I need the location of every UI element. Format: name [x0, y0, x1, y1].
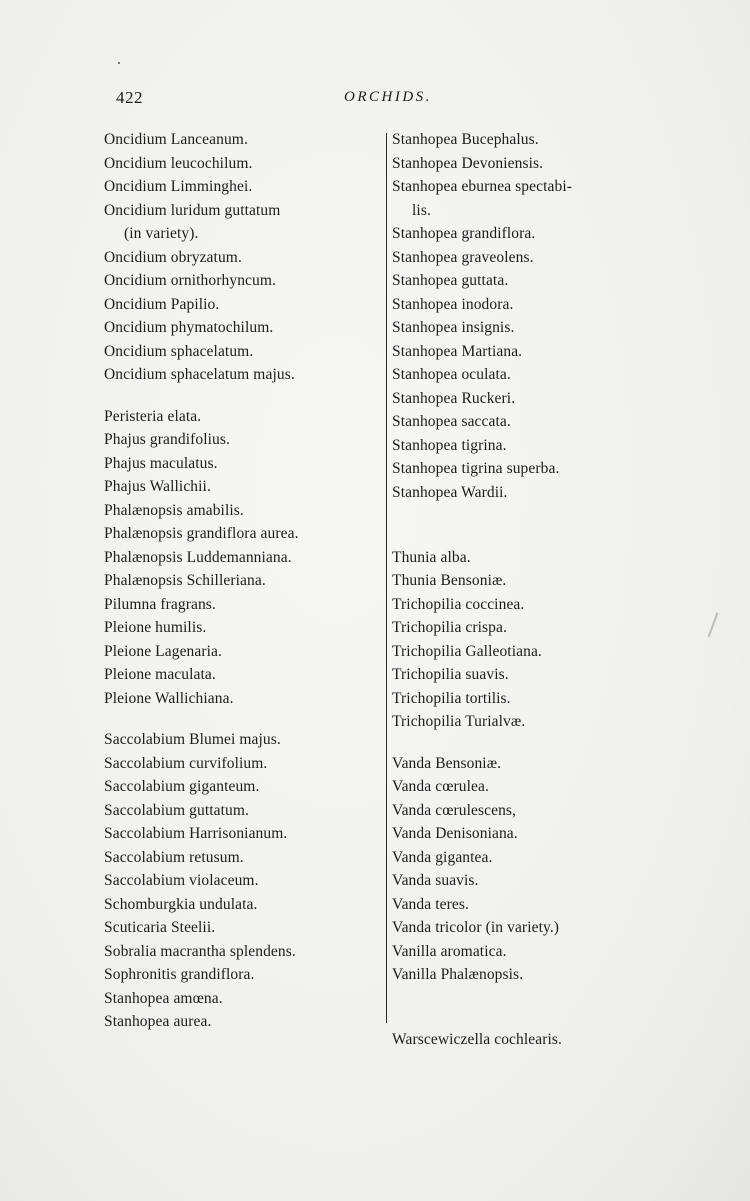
running-title: ORCHIDS.: [344, 89, 432, 105]
list-item: Phajus maculatus.: [104, 454, 218, 472]
list-item: Phajus Wallichii.: [104, 478, 211, 495]
page-mark: [708, 612, 719, 637]
list-item: Warscewiczella cochlearis.: [392, 1031, 563, 1048]
list-item: Saccolabium violaceum.: [104, 872, 259, 889]
right-column: [392, 128, 654, 1052]
list-item: Trichopilia crispa.: [392, 619, 507, 636]
list-item: Pleione maculata.: [104, 666, 216, 683]
list-item: Saccolabium giganteum.: [104, 778, 260, 795]
list-item: Stanhopea tigrina.: [392, 436, 507, 454]
list-item: Oncidium sphacelatum majus.: [104, 366, 295, 383]
list-item: Oncidium luridum guttatum: [104, 201, 281, 219]
group-gap: [104, 710, 384, 728]
list-item: Stanhopea Ruckeri.: [392, 389, 516, 407]
list-item: Vanilla aromatica.: [392, 942, 507, 960]
line-spacer: [392, 522, 654, 546]
list-item: Vanda teres.: [392, 895, 469, 913]
list-item: Oncidium ornithorhyncum.: [104, 272, 277, 289]
list-item: Vanda Denisoniana.: [392, 825, 518, 842]
list-item: Stanhopea Bucephalus.: [392, 131, 539, 148]
list-item: Pleione Lagenaria.: [104, 642, 222, 660]
list-item: Stanhopea insignis.: [392, 319, 515, 336]
list-item: Phalænopsis grandiflora aurea.: [104, 525, 299, 542]
list-item: Pilumna fragrans.: [104, 595, 216, 613]
list-item: Stanhopea aurea.: [104, 1013, 212, 1030]
group-gap: [392, 987, 654, 1005]
list-item: Trichopilia Turialvæ.: [392, 713, 526, 730]
list-item: Pleione humilis.: [104, 619, 207, 636]
list-item: Trichopilia tortilis.: [392, 689, 511, 707]
list-item: Oncidium phymatochilum.: [104, 319, 274, 336]
list-item: Vanda cœrulea.: [392, 778, 489, 795]
list-item: Stanhopea grandiflora.: [392, 225, 536, 242]
list-item: Oncidium Lanceanum.: [104, 131, 248, 148]
list-item: Vanda tricolor (in variety.): [392, 919, 560, 936]
group-gap: [392, 504, 654, 522]
page-number: 422: [116, 88, 143, 107]
list-item: Oncidium obryzatum.: [104, 248, 242, 266]
list-item: Saccolabium retusum.: [104, 848, 244, 866]
list-item: Oncidium sphacelatum.: [104, 342, 254, 360]
list-item: Vanda suavis.: [392, 872, 479, 889]
list-item: Saccolabium guttatum.: [104, 801, 250, 819]
list-item: Stanhopea amœna.: [104, 989, 223, 1007]
list-item: Saccolabium Blumei majus.: [104, 731, 281, 748]
group-gap: [392, 734, 654, 752]
group-gap: [104, 387, 384, 405]
line-spacer: [392, 1005, 654, 1029]
list-item: Phajus grandifolius.: [104, 431, 230, 448]
list-item: Trichopilia suavis.: [392, 666, 509, 683]
list-item: Phalænopsis Luddemanniana.: [104, 548, 292, 566]
list-item: Oncidium Papilio.: [104, 295, 220, 313]
list-item: Stanhopea oculata.: [392, 366, 511, 383]
running-head: [116, 88, 636, 112]
list-item-continuation: lis.: [412, 201, 431, 219]
list-item: Vanda Bensoniæ.: [392, 754, 502, 772]
list-item: Stanhopea Wardii.: [392, 483, 508, 501]
list-item: Stanhopea inodora.: [392, 295, 514, 313]
list-item: Pleione Wallichiana.: [104, 689, 234, 707]
list-item: Stanhopea eburnea spectabi-: [392, 178, 573, 195]
list-item: Saccolabium Harrisonianum.: [104, 825, 288, 842]
list-item: Stanhopea Devoniensis.: [392, 154, 544, 172]
list-item: Stanhopea Martiana.: [392, 342, 523, 360]
list-item: Oncidium Limminghei.: [104, 178, 253, 195]
list-item: Vanda gigantea.: [392, 848, 493, 866]
list-item: Peristeria elata.: [104, 407, 202, 425]
print-speck: [118, 62, 120, 64]
list-item: Phalænopsis Schilleriana.: [104, 572, 266, 589]
list-item: Stanhopea graveolens.: [392, 248, 534, 266]
column-divider: [386, 133, 387, 1023]
list-item: Sobralia macrantha splendens.: [104, 942, 296, 960]
list-item: Stanhopea tigrina superba.: [392, 460, 560, 477]
list-item: Schomburgkia undulata.: [104, 895, 258, 913]
list-item: Vanilla Phalænopsis.: [392, 966, 524, 983]
list-item: Phalænopsis amabilis.: [104, 501, 244, 519]
list-item: Thunia Bensoniæ.: [392, 572, 507, 589]
list-item: Vanda cœrulescens,: [392, 801, 517, 819]
list-item: Oncidium leucochilum.: [104, 154, 253, 172]
list-item-continuation: (in variety).: [124, 225, 199, 242]
list-item: Stanhopea saccata.: [392, 413, 511, 430]
list-item: Stanhopea guttata.: [392, 272, 509, 289]
left-column: [104, 128, 384, 1034]
list-item: Sophronitis grandiflora.: [104, 966, 255, 983]
list-item: Scuticaria Steelii.: [104, 919, 216, 936]
list-item: Trichopilia Galleotiana.: [392, 642, 542, 660]
list-item: Saccolabium curvifolium.: [104, 754, 268, 772]
list-item: Trichopilia coccinea.: [392, 595, 525, 613]
list-item: Thunia alba.: [392, 548, 471, 566]
